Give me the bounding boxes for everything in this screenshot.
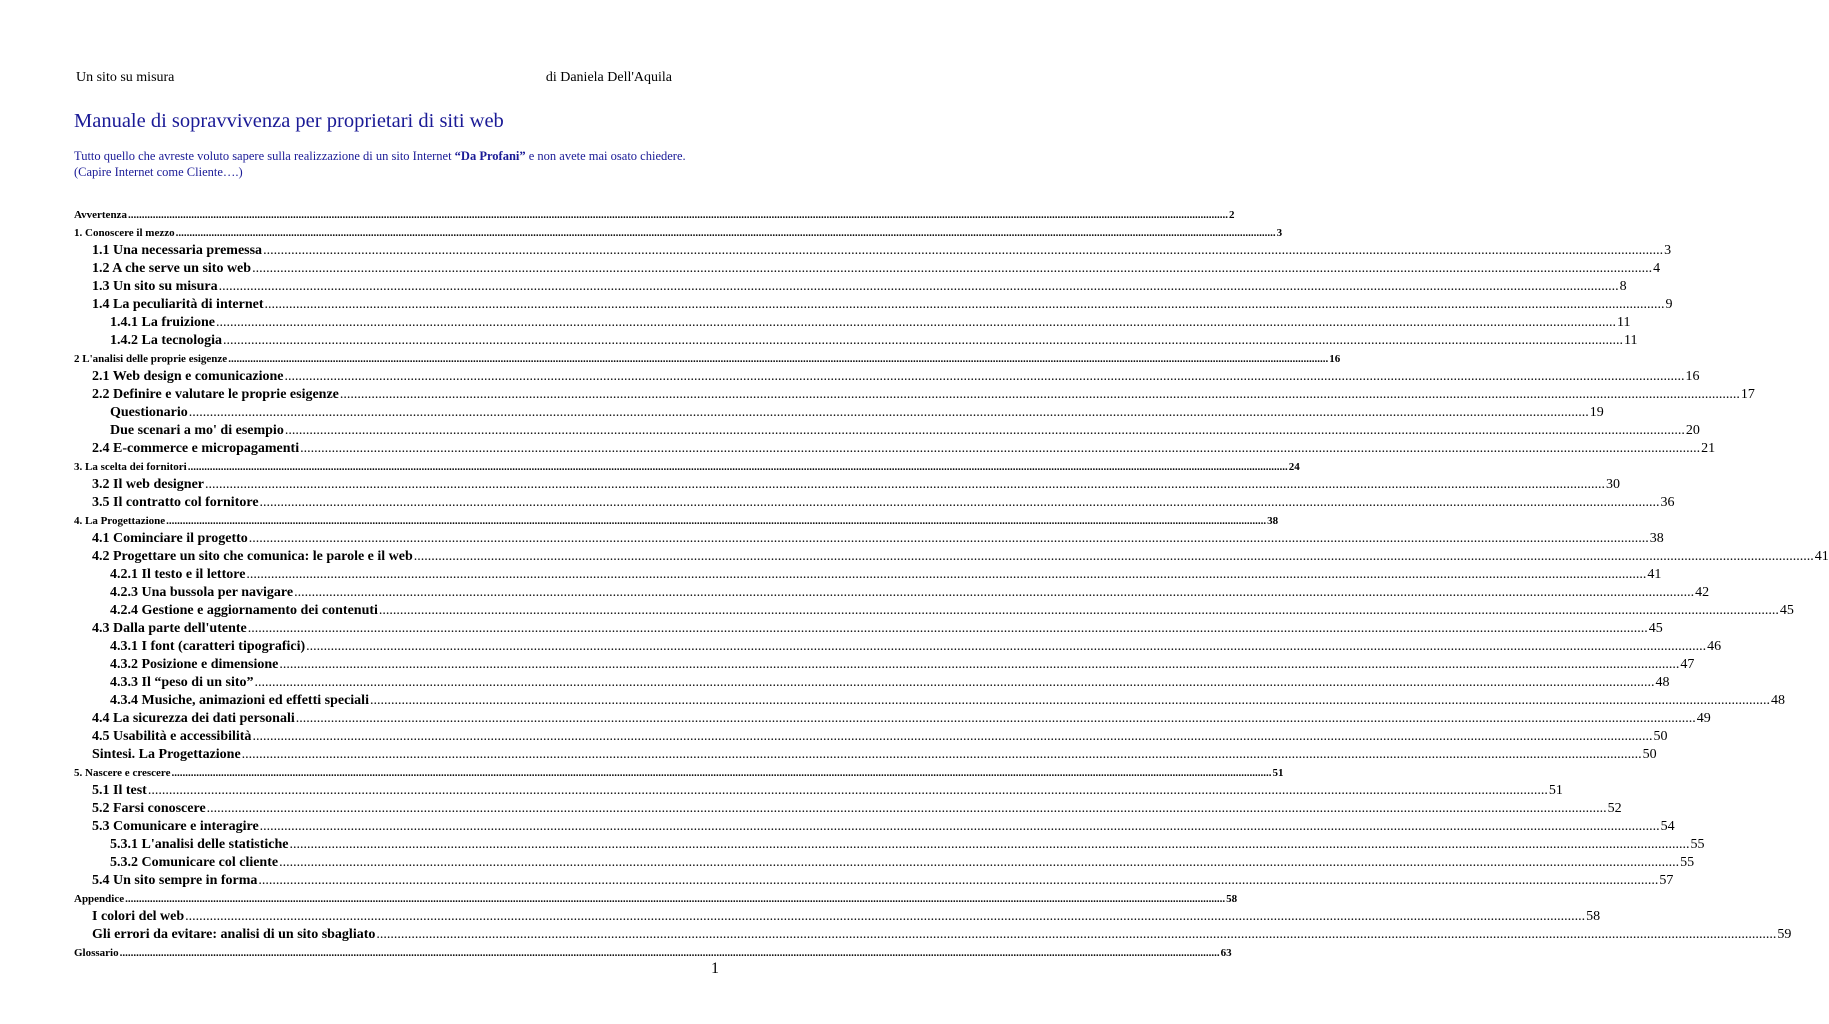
toc-leader-dots: ................................................................................................................................................................................................................................................................................................................................................................................................................ (258, 873, 1659, 888)
toc-entry[interactable] (74, 548, 1829, 566)
toc-leader-dots: ................................................................................................................................................................................................................................................................................................................................................................................................................ (185, 909, 1586, 924)
toc-entry-title: 5.1 Il test (92, 783, 147, 798)
toc-entry-title: Due scenari a mo' di esempio (110, 423, 284, 438)
toc-entry-page: 2 (1228, 209, 1235, 221)
toc-entry[interactable] (74, 332, 1638, 350)
toc-entry-page: 11 (1624, 333, 1638, 348)
toc-entry-title: 4.2.1 Il testo e il lettore (110, 567, 246, 582)
toc-entry-title: 5.4 Un sito sempre in forma (92, 873, 258, 888)
toc-entry-title: 1. Conoscere il mezzo (74, 227, 175, 239)
toc-leader-dots: ................................................................................................................................................................................................................................................................................................................................................................................................................ (228, 353, 1329, 365)
toc-entry-title: 5. Nascere e crescere (74, 767, 171, 779)
toc-leader-dots: ................................................................................................................................................................................................................................................................................................................................................................................................................ (294, 585, 1695, 600)
toc-entry[interactable] (74, 890, 1238, 908)
toc-leader-dots: ................................................................................................................................................................................................................................................................................................................................................................................................................ (279, 855, 1680, 870)
toc-entry-page: 58 (1586, 909, 1601, 924)
toc-leader-dots: ................................................................................................................................................................................................................................................................................................................................................................................................................ (295, 711, 1696, 726)
toc-entry-page: 9 (1665, 297, 1673, 312)
toc-entry[interactable] (74, 656, 1695, 674)
toc-entry[interactable] (74, 314, 1631, 332)
toc-entry-page: 49 (1696, 711, 1711, 726)
toc-entry-page: 41 (1647, 567, 1662, 582)
toc-entry-title: 5.3 Comunicare e interagire (92, 819, 259, 834)
toc-entry-page: 48 (1655, 675, 1670, 690)
toc-leader-dots: ................................................................................................................................................................................................................................................................................................................................................................................................................ (254, 675, 1655, 690)
toc-entry-title: 3.2 Il web designer (92, 477, 204, 492)
toc-leader-dots: ................................................................................................................................................................................................................................................................................................................................................................................................................ (339, 387, 1740, 402)
toc-entry[interactable] (74, 296, 1673, 314)
toc-entry[interactable] (74, 818, 1675, 836)
toc-entry-title: 4.3.1 I font (caratteri tipografici) (110, 639, 306, 654)
toc-entry-title: 2.4 E-commerce e micropagamenti (92, 441, 300, 456)
toc-entry-title: 2 L'analisi delle proprie esigenze (74, 353, 228, 365)
toc-leader-dots: ................................................................................................................................................................................................................................................................................................................................................................................................................ (369, 693, 1770, 708)
toc-entry-title: 4. La Progettazione (74, 515, 166, 527)
toc-entry-title: 2.1 Web design e comunicazione (92, 369, 284, 384)
toc-entry-page: 51 (1272, 767, 1284, 779)
toc-entry-page: 45 (1648, 621, 1663, 636)
toc-entry[interactable] (74, 530, 1664, 548)
toc-entry-page: 16 (1329, 353, 1341, 365)
toc-entry[interactable] (74, 854, 1695, 872)
toc-entry[interactable] (74, 638, 1722, 656)
toc-leader-dots: ................................................................................................................................................................................................................................................................................................................................................................................................................ (284, 369, 1685, 384)
toc-entry-page: 45 (1779, 603, 1794, 618)
toc-entry-title: 4.2.3 Una bussola per navigare (110, 585, 294, 600)
toc-entry-page: 52 (1607, 801, 1622, 816)
toc-entry-title: 1.4 La peculiarità di internet (92, 297, 264, 312)
toc-leader-dots: ................................................................................................................................................................................................................................................................................................................................................................................................................ (216, 315, 1616, 330)
toc-entry[interactable] (74, 728, 1668, 746)
toc-entry[interactable] (74, 566, 1662, 584)
toc-entry[interactable] (74, 242, 1672, 260)
toc-entry[interactable] (74, 746, 1657, 764)
toc-entry[interactable] (74, 710, 1711, 728)
toc-entry-page: 16 (1685, 369, 1700, 384)
toc-entry-title: 4.4 La sicurezza dei dati personali (92, 711, 295, 726)
toc-leader-dots: ................................................................................................................................................................................................................................................................................................................................................................................................................ (263, 243, 1664, 258)
toc-entry-title: Appendice (74, 893, 125, 905)
toc-entry-title: Glossario (74, 947, 119, 959)
page-title: Manuale di sopravvivenza per proprietari di siti web (74, 110, 504, 132)
toc-entry-title: 4.3.2 Posizione e dimensione (110, 657, 279, 672)
toc-entry-title: 4.3.3 Il “peso di un sito” (110, 675, 254, 690)
toc-leader-dots: ................................................................................................................................................................................................................................................................................................................................................................................................................ (206, 801, 1607, 816)
header-left: Un sito su misura (76, 70, 175, 85)
toc-entry[interactable] (74, 386, 1755, 404)
toc-entry-page: 42 (1695, 585, 1710, 600)
toc-leader-dots: ................................................................................................................................................................................................................................................................................................................................................................................................................ (259, 819, 1660, 834)
toc-leader-dots: ................................................................................................................................................................................................................................................................................................................................................................................................................ (223, 333, 1623, 348)
toc-entry-page: 3 (1276, 227, 1283, 239)
toc-entry[interactable] (74, 512, 1279, 530)
toc-entry[interactable] (74, 692, 1785, 710)
toc-entry[interactable] (74, 458, 1300, 476)
toc-entry-page: 38 (1649, 531, 1664, 546)
toc-leader-dots: ................................................................................................................................................................................................................................................................................................................................................................................................................ (413, 549, 1814, 564)
toc-leader-dots: ................................................................................................................................................................................................................................................................................................................................................................................................................ (279, 657, 1680, 672)
toc-entry-title: I colori del web (92, 909, 185, 924)
toc-entry-page: 8 (1619, 279, 1627, 294)
toc-entry[interactable] (74, 620, 1663, 638)
toc-entry-title: 5.2 Farsi conoscere (92, 801, 206, 816)
toc-entry-page: 50 (1653, 729, 1668, 744)
toc-entry[interactable] (74, 674, 1670, 692)
toc-entry-page: 51 (1548, 783, 1563, 798)
page-number: 1 (711, 960, 719, 977)
toc-entry-page: 46 (1707, 639, 1722, 654)
toc-entry-page: 4 (1653, 261, 1661, 276)
toc-entry-page: 17 (1740, 387, 1755, 402)
toc-entry-title: 1.4.1 La fruizione (110, 315, 215, 330)
toc-leader-dots: ................................................................................................................................................................................................................................................................................................................................................................................................................ (119, 947, 1220, 959)
toc-entry-page: 19 (1589, 405, 1604, 420)
toc-leader-dots: ................................................................................................................................................................................................................................................................................................................................................................................................................ (376, 927, 1777, 942)
toc-entry[interactable] (74, 494, 1675, 512)
toc-entry-title: 4.5 Usabilità e accessibilità (92, 729, 252, 744)
toc-entry-page: 48 (1770, 693, 1785, 708)
toc-leader-dots: ................................................................................................................................................................................................................................................................................................................................................................................................................ (252, 729, 1653, 744)
toc-entry-page: 41 (1814, 549, 1829, 564)
toc-leader-dots: ................................................................................................................................................................................................................................................................................................................................................................................................................ (125, 893, 1226, 905)
toc-entry-page: 36 (1660, 495, 1675, 510)
toc-entry-page: 3 (1664, 243, 1672, 258)
toc-entry[interactable] (74, 800, 1622, 818)
toc-entry-title: 3. La scelta dei fornitori (74, 461, 187, 473)
toc-entry[interactable] (74, 422, 1700, 440)
toc-leader-dots: ................................................................................................................................................................................................................................................................................................................................................................................................................ (259, 495, 1660, 510)
toc-leader-dots: ................................................................................................................................................................................................................................................................................................................................................................................................................ (171, 767, 1272, 779)
toc-leader-dots: ................................................................................................................................................................................................................................................................................................................................................................................................................ (175, 227, 1276, 239)
toc-entry-page: 30 (1606, 477, 1620, 492)
toc-entry-page: 59 (1777, 927, 1792, 942)
toc-entry-page: 58 (1226, 893, 1238, 905)
table-of-contents (74, 206, 1829, 962)
toc-entry-title: 1.1 Una necessaria premessa (92, 243, 263, 258)
toc-entry[interactable] (74, 872, 1674, 890)
toc-entry[interactable] (74, 260, 1661, 278)
toc-entry-title: Questionario (110, 405, 188, 420)
toc-entry-title: 3.5 Il contratto col fornitore (92, 495, 259, 510)
toc-entry-title: 4.2 Progettare un sito che comunica: le parole e il web (92, 549, 413, 564)
toc-leader-dots: ................................................................................................................................................................................................................................................................................................................................................................................................................ (205, 477, 1605, 492)
toc-entry-title: 4.1 Cominciare il progetto (92, 531, 248, 546)
toc-entry-page: 11 (1617, 315, 1631, 330)
toc-leader-dots: ................................................................................................................................................................................................................................................................................................................................................................................................................ (247, 621, 1648, 636)
toc-entry[interactable] (74, 206, 1235, 224)
toc-entry-title: 4.3.4 Musiche, animazioni ed effetti speciali (110, 693, 369, 708)
toc-entry-title: Sintesi. La Progettazione (92, 747, 241, 762)
toc-entry[interactable] (74, 926, 1792, 944)
intro-text-bold: “Da Profani” (454, 149, 526, 163)
toc-entry-title: 2.2 Definire e valutare le proprie esigenze (92, 387, 339, 402)
toc-entry-page: 57 (1659, 873, 1674, 888)
toc-entry-page: 50 (1642, 747, 1657, 762)
toc-entry[interactable] (74, 278, 1627, 296)
toc-entry-page: 21 (1701, 441, 1716, 456)
toc-entry[interactable] (74, 224, 1283, 242)
toc-entry-title: 1.2 A che serve un sito web (92, 261, 252, 276)
toc-leader-dots: ................................................................................................................................................................................................................................................................................................................................................................................................................ (188, 405, 1589, 420)
toc-leader-dots: ................................................................................................................................................................................................................................................................................................................................................................................................................ (252, 261, 1653, 276)
toc-entry-title: 4.3 Dalla parte dell'utente (92, 621, 247, 636)
toc-entry-title: 1.3 Un sito su misura (92, 279, 218, 294)
intro-paragraph (74, 148, 724, 180)
toc-entry-title: 5.3.1 L'analisi delle statistiche (110, 837, 289, 852)
toc-leader-dots: ................................................................................................................................................................................................................................................................................................................................................................................................................ (147, 783, 1548, 798)
toc-entry-title: 4.2.4 Gestione e aggiornamento dei contenuti (110, 603, 378, 618)
toc-entry[interactable] (74, 368, 1700, 386)
toc-leader-dots: ................................................................................................................................................................................................................................................................................................................................................................................................................ (127, 209, 1228, 221)
toc-entry[interactable] (74, 404, 1604, 422)
intro-text-line2: (Capire Internet come Cliente….) (74, 165, 243, 179)
toc-entry[interactable] (74, 836, 1705, 854)
toc-entry[interactable] (74, 944, 1232, 962)
intro-text-before: Tutto quello che avreste voluto sapere sulla realizzazione di un sito Internet (74, 149, 455, 163)
toc-entry-page: 55 (1680, 855, 1695, 870)
toc-leader-dots: ................................................................................................................................................................................................................................................................................................................................................................................................................ (166, 515, 1267, 527)
toc-leader-dots: ................................................................................................................................................................................................................................................................................................................................................................................................................ (187, 461, 1288, 473)
toc-entry[interactable] (74, 440, 1716, 458)
header-right: di Daniela Dell'Aquila (545, 70, 672, 85)
intro-text-after: e non avete mai osato chiedere. (525, 149, 686, 163)
toc-entry-title: Avvertenza (74, 209, 127, 221)
toc-entry[interactable] (74, 764, 1284, 782)
toc-leader-dots: ................................................................................................................................................................................................................................................................................................................................................................................................................ (248, 531, 1649, 546)
toc-leader-dots: ................................................................................................................................................................................................................................................................................................................................................................................................................ (289, 837, 1690, 852)
toc-entry-title: Gli errori da evitare: analisi di un sito sbagliato (92, 927, 376, 942)
toc-leader-dots: ................................................................................................................................................................................................................................................................................................................................................................................................................ (241, 747, 1642, 762)
toc-leader-dots: ................................................................................................................................................................................................................................................................................................................................................................................................................ (264, 297, 1665, 312)
toc-entry-page: 47 (1680, 657, 1695, 672)
toc-entry-page: 63 (1220, 947, 1232, 959)
toc-entry-page: 24 (1288, 461, 1300, 473)
toc-entry-page: 55 (1690, 837, 1705, 852)
toc-entry[interactable] (74, 782, 1563, 800)
toc-entry-page: 38 (1267, 515, 1279, 527)
toc-leader-dots: ................................................................................................................................................................................................................................................................................................................................................................................................................ (300, 441, 1701, 456)
toc-leader-dots: ................................................................................................................................................................................................................................................................................................................................................................................................................ (284, 423, 1685, 438)
toc-entry[interactable] (74, 350, 1341, 368)
toc-entry[interactable] (74, 476, 1620, 494)
toc-entry-page: 54 (1660, 819, 1675, 834)
toc-entry-page: 20 (1685, 423, 1700, 438)
toc-leader-dots: ................................................................................................................................................................................................................................................................................................................................................................................................................ (218, 279, 1619, 294)
toc-leader-dots: ................................................................................................................................................................................................................................................................................................................................................................................................................ (306, 639, 1707, 654)
toc-leader-dots: ................................................................................................................................................................................................................................................................................................................................................................................................................ (378, 603, 1779, 618)
toc-entry[interactable] (74, 602, 1794, 620)
toc-entry[interactable] (74, 584, 1710, 602)
toc-entry-title: 1.4.2 La tecnologia (110, 333, 222, 348)
toc-leader-dots: ................................................................................................................................................................................................................................................................................................................................................................................................................ (246, 567, 1647, 582)
toc-entry[interactable] (74, 908, 1601, 926)
toc-entry-title: 5.3.2 Comunicare col cliente (110, 855, 279, 870)
